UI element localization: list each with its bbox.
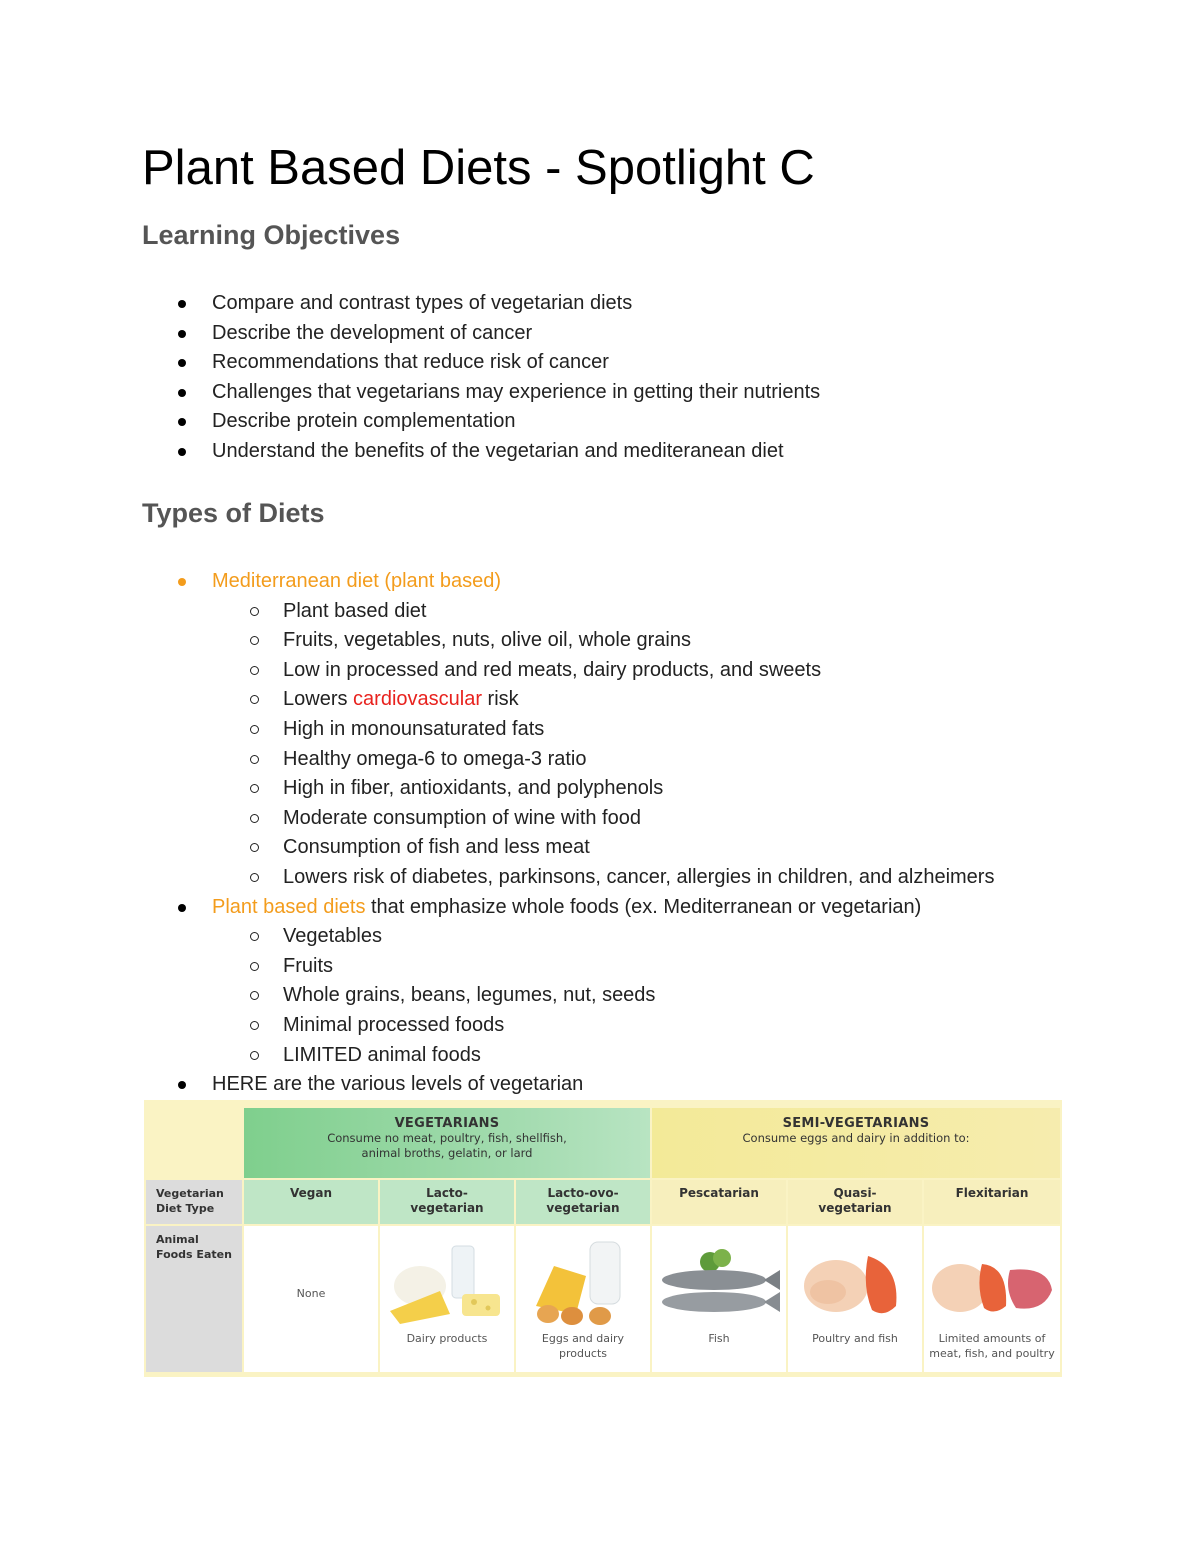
row-label-animal-foods: Animal Foods Eaten [146, 1226, 242, 1372]
learning-objectives-heading: Learning Objectives [142, 220, 401, 250]
bullet-icon [178, 578, 186, 586]
sub-list-item: Healthy omega-6 to omega-3 ratio [142, 745, 1142, 775]
vegetarians-header: VEGETARIANS Consume no meat, poultry, fish, shellfish, animal broths, gelatin, or lard [244, 1108, 650, 1178]
bullet-icon [178, 1081, 186, 1089]
eggs-dairy-image [516, 1236, 650, 1328]
meat-fish-poultry-image [924, 1236, 1060, 1328]
circle-bullet-icon [250, 725, 259, 734]
row-label-diet-type: Vegetarian Diet Type [146, 1180, 242, 1224]
page-title: Plant Based Diets - Spotlight C [142, 141, 815, 195]
sub-list-item: Moderate consumption of wine with food [142, 804, 1142, 834]
sub-list-item: Whole grains, beans, legumes, nut, seeds [142, 981, 1142, 1011]
list-item: Recommendations that reduce risk of cancer [142, 348, 1142, 378]
type-cell-pescatarian: Pescatarian [652, 1180, 786, 1224]
circle-bullet-icon [250, 1021, 259, 1030]
sub-list-item: Vegetables [142, 922, 1142, 952]
type-cell-flexitarian: Flexitarian [924, 1180, 1060, 1224]
sub-list-item: Lowers cardiovascular risk [142, 685, 1142, 715]
sub-list-item: Plant based diet [142, 597, 1142, 627]
sub-list-item: High in fiber, antioxidants, and polyphenols [142, 774, 1142, 804]
sub-list-item: LIMITED animal foods [142, 1041, 1142, 1071]
circle-bullet-icon [250, 666, 259, 675]
bullet-icon [178, 359, 186, 367]
list-item: Understand the benefits of the vegetarian and mediteranean diet [142, 437, 1142, 467]
semi-vegetarians-header: SEMI-VEGETARIANS Consume eggs and dairy in addition to: [652, 1108, 1060, 1178]
types-of-diets-heading: Types of Diets [142, 498, 325, 528]
circle-bullet-icon [250, 695, 259, 704]
circle-bullet-icon [250, 755, 259, 764]
list-item: Challenges that vegetarians may experience in getting their nutrients [142, 378, 1142, 408]
list-item-here: HERE are the various levels of vegetarian [142, 1070, 1142, 1100]
circle-bullet-icon [250, 843, 259, 852]
sub-list-item: High in monounsaturated fats [142, 715, 1142, 745]
sub-list-item: Fruits, vegetables, nuts, olive oil, whole grains [142, 626, 1142, 656]
vegetarian-levels-figure [144, 1100, 1062, 1377]
type-cell-lacto: Lacto- vegetarian [380, 1180, 514, 1224]
sub-list-item: Lowers risk of diabetes, parkinsons, cancer, allergies in children, and alzheimers [142, 863, 1142, 893]
type-cell-vegan: Vegan [244, 1180, 378, 1224]
sub-list-item: Minimal processed foods [142, 1011, 1142, 1041]
bullet-icon [178, 448, 186, 456]
poultry-fish-image [788, 1236, 922, 1328]
bullet-icon [178, 904, 186, 912]
bullet-icon [178, 330, 186, 338]
circle-bullet-icon [250, 784, 259, 793]
food-cell-eggs-dairy: Eggs and dairy products [516, 1226, 650, 1372]
bullet-icon [178, 389, 186, 397]
list-item: Describe the development of cancer [142, 319, 1142, 349]
food-cell-limited: Limited amounts of meat, fish, and poultry [924, 1226, 1060, 1372]
dairy-products-image [380, 1236, 514, 1328]
food-cell-dairy: Dairy products [380, 1226, 514, 1372]
bullet-icon [178, 418, 186, 426]
circle-bullet-icon [250, 636, 259, 645]
food-cell-fish: Fish [652, 1226, 786, 1372]
list-item-mediterranean: Mediterranean diet (plant based) [142, 567, 1142, 597]
food-cell-none: None [244, 1226, 378, 1372]
circle-bullet-icon [250, 607, 259, 616]
circle-bullet-icon [250, 1051, 259, 1060]
sub-list-item: Consumption of fish and less meat [142, 833, 1142, 863]
list-item-plant-based: Plant based diets that emphasize whole foods (ex. Mediterranean or vegetarian) [142, 893, 1142, 923]
sub-list-item: Fruits [142, 952, 1142, 982]
circle-bullet-icon [250, 962, 259, 971]
highlight-cardiovascular: cardiovascular [353, 688, 482, 711]
bullet-icon [178, 300, 186, 308]
type-cell-quasi: Quasi- vegetarian [788, 1180, 922, 1224]
diet-types-list [142, 567, 1142, 1100]
sub-list-item: Low in processed and red meats, dairy products, and sweets [142, 656, 1142, 686]
circle-bullet-icon [250, 991, 259, 1000]
circle-bullet-icon [250, 873, 259, 882]
list-item: Describe protein complementation [142, 407, 1142, 437]
objectives-list [142, 289, 1142, 467]
circle-bullet-icon [250, 814, 259, 823]
circle-bullet-icon [250, 932, 259, 941]
type-cell-lacto-ovo: Lacto-ovo- vegetarian [516, 1180, 650, 1224]
fish-image [652, 1236, 786, 1328]
food-cell-poultry-fish: Poultry and fish [788, 1226, 922, 1372]
list-item: Compare and contrast types of vegetarian diets [142, 289, 1142, 319]
